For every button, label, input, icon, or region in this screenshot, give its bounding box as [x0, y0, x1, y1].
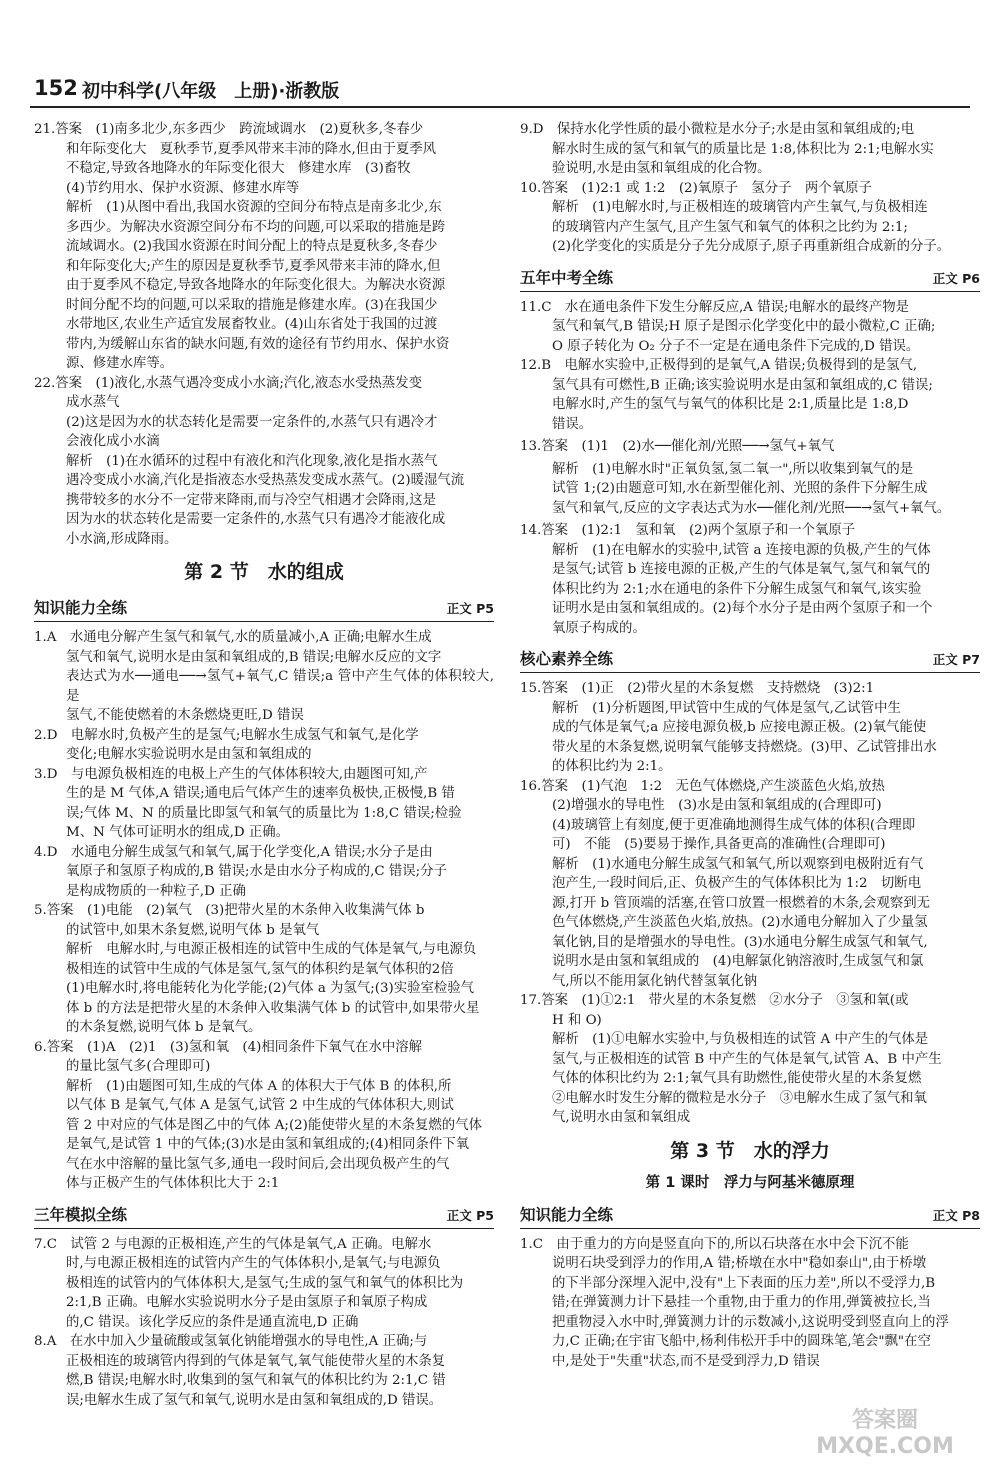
- text-line: 1.A 水通电分解产生氢气和氧气,水的质量减小,A 正确;电解水生成: [34, 630, 432, 645]
- text-line: 和年际变化大 夏秋季节,夏季风带来丰沛的降水,但由于夏季风: [66, 141, 437, 157]
- watermark-logo: [795, 1408, 975, 1468]
- text-line: 解析 (1)在电解水的实验中,试管 a 连接电源的负极,产生的气体: [552, 542, 931, 558]
- text-line: 21.答案 (1)南多北少,东多西少 跨流域调水 (2)夏秋多,冬春少: [34, 122, 424, 137]
- text-line: 因为水的状态转化是需要一定条件的,水蒸气只有遇冷才能液化成: [66, 512, 446, 527]
- text-line: (4)节约用水、保护水资源、修建水库等: [66, 180, 300, 196]
- bar-page-ref: 正文 P6: [932, 270, 980, 286]
- text-line: 带火星的木条复燃,说明氧气能够支持燃烧。(3)甲、乙试管排出水: [552, 739, 937, 755]
- text-line: (4)玻璃管上有刻度,便于更准确地测得生成气体的体积(合理即: [552, 817, 916, 833]
- text-line: 变化;电解水实验说明水是由氢和氧组成的: [66, 747, 312, 762]
- text-line: 证明水是由氢和氧组成的。(2)每个水分子是由两个氢原子和一个: [552, 601, 933, 616]
- text-line: 以气体 B 是氧气,气体 A 是氢气,试管 2 中生成的气体体积大,则试: [66, 1098, 454, 1113]
- text-line: 体 b 的方法是把带火星的木条伸入收集满气体 b 的试管中,如果带火星: [66, 1000, 480, 1016]
- text-line: 是氢气;试管 b 连接电源的正极,产生的气体是氧气,氢气和氧气的: [552, 562, 931, 577]
- text-line: 2.D 电解水时,负极产生的是氢气;电解水生成氢气和氧气,是化学: [34, 727, 419, 743]
- text-line: 氢气具有可燃性,B 正确;该实验说明水是由氢和氧组成的,C 错误;: [552, 377, 933, 393]
- text-line: 流域调水。(2)我国水资源在时间分配上的特点是夏秋多,冬春少: [66, 239, 438, 254]
- text-line: 的木条复燃,说明气体 b 是氧气。: [66, 1020, 262, 1035]
- text-line: 6.答案 (1)A (2)1 (3)氢和氧 (4)相同条件下氧气在水中溶解: [34, 1039, 423, 1055]
- text-line: 9.D 保持水化学性质的最小微粒是水分子;水是由氢和氧组成的;电: [520, 122, 915, 137]
- text-line: 22.答案 (1)液化,水蒸气遇冷变成小水滴;汽化,液态水受热蒸发变: [34, 375, 423, 391]
- text-line: 带内,为缓解山东省的缺水问题,有效的途径有节约用水、保护水资: [66, 336, 450, 352]
- text-line: 的,C 错误。该化学反应的条件是通直流电,D 正确: [66, 1314, 359, 1330]
- text-line: 7.C 试管 2 与电源的正极相连,产生的气体是氧气,A 正确。电解水: [34, 1236, 432, 1252]
- text-line: 小水滴,形成降雨。: [66, 531, 178, 547]
- text-line: 错;在弹簧测力计下悬挂一个重物,由于重力的作用,弹簧被拉长,当: [552, 1295, 931, 1310]
- section-bar: [520, 1200, 980, 1229]
- text-line: (2)化学变化的实质是分子先分成原子,原子再重新组合成新的分子。: [552, 239, 951, 254]
- text-line: 把重物浸入水中时,弹簧测力计的示数减小,这说明受到竖直向上的浮: [552, 1314, 949, 1330]
- text-line: 氧原子和氢原子构成的,B 错误;水是由水分子构成的,C 错误;分子: [66, 864, 447, 879]
- section-title: 第 3 节 水的浮力: [670, 1139, 830, 1162]
- bar-page-ref: 正文 P8: [932, 1207, 980, 1223]
- section-bar: [34, 593, 494, 622]
- text-line: 力,C 正确;在宇宙飞船中,杨利伟松开手中的圆珠笔,笔会"飘"在空: [552, 1334, 931, 1349]
- text-line: 解析 (1)电解水时"正氧负氢,氢二氧一",所以收集到氧气的是: [552, 461, 914, 477]
- text-line: (1)电解水时,将电能转化为化学能;(2)气体 a 为氢气;(3)实验室检验气: [66, 981, 475, 996]
- text-line: 电解水时,产生的氢气与氧气的体积比是 2:1,质量比是 1:8,D: [552, 397, 909, 412]
- text-line: 源、修建水库等。: [66, 356, 174, 371]
- text-line: 管 2 中对应的气体是图乙中的气体 A;(2)能使带火星的木条复燃的气体: [66, 1117, 482, 1133]
- text-line: 色气体燃烧,产生淡蓝色火焰,放热。(2)水通电分解加入了少量氢: [552, 915, 928, 930]
- left-column: [34, 120, 494, 1410]
- page-header: [30, 76, 970, 108]
- text-line: 时,与电源正极相连的试管内产生的气体体积小,是氧气;与电源负: [66, 1256, 441, 1271]
- text-line: 气体的体积比约为 2:1;氧气具有助燃性,能使带火星的木条复燃: [552, 1071, 922, 1086]
- text-line: 体积比约为 2:1;水在通电的条件下分解生成氢气和氧气,该实验: [552, 581, 922, 597]
- text-line: (2)增强水的导电性 (3)水是由氢和氧组成的(合理即可): [552, 798, 882, 813]
- text-line: 的体积比约为 2:1。: [552, 759, 672, 774]
- text-line: 8.A 在水中加入少量硫酸或氢氧化钠能增强水的导电性,A 正确;与: [34, 1334, 428, 1349]
- book-title: 初中科学(八年级 上册)·浙教版: [82, 81, 340, 102]
- text-line: 极相连的试管内的气体体积大,是氢气;生成的氢气和氧气的体积比为: [66, 1275, 464, 1291]
- text-line: 燃,B 错误;电解水时,收集到的氢气和氧气的体积比约为 2:1,C 错: [66, 1373, 446, 1388]
- text-line: 13.答案 (1)1 (2)水──催化剂/光照──→氢气+氧气: [520, 439, 835, 454]
- watermark-text: 答案圈: [851, 1408, 918, 1433]
- text-line: 解析 (1)从图中看出,我国水资源的空间分布特点是南多北少,东: [66, 200, 442, 215]
- text-line: 4.D 水通电分解生成氢气和氧气,属于化学变化,A 错误;水分子是由: [34, 844, 433, 860]
- bar-page-ref: 正文 P5: [446, 1207, 494, 1223]
- text-line: 17.答案 (1)①2:1 带火星的木条复燃 ②水分子 ③氢和氧(或: [520, 993, 909, 1008]
- page-number: 152: [34, 76, 78, 100]
- text-line: 多西少。为解决水资源空间分布不均的问题,可以采取的措施是跨: [66, 219, 446, 235]
- text-line: 会液化成小水滴: [66, 434, 160, 449]
- text-line: 气在水中溶解的量比氢气多,通电一段时间后,会出现负极产生的气: [66, 1156, 450, 1172]
- text-line: 5.答案 (1)电能 (2)氧气 (3)把带火星的木条伸入收集满气体 b: [34, 903, 425, 918]
- text-line: 成的气体是氧气;a 应接电源负极,b 应接电源正极。(2)氧气能使: [552, 720, 927, 735]
- text-line: 16.答案 (1)气泡 1:2 无色气体燃烧,产生淡蓝色火焰,放热: [520, 778, 885, 794]
- text-line: M、N 气体可证明水的组成,D 正确。: [66, 825, 290, 840]
- text-line: 验说明,水是由氢和氧组成的化合物。: [552, 161, 771, 176]
- right-column: [520, 120, 980, 1371]
- watermark-url: MXQE.COM: [816, 1434, 954, 1459]
- text-line: 解析 (1)水通电分解生成氢气和氧气,所以观察到电极附近有气: [552, 856, 924, 872]
- text-line: 解析 电解水时,与电源正极相连的试管中生成的气体是氧气,与电源负: [66, 942, 477, 957]
- text-line: 体与正极产生的气体体积比大于 2:1: [66, 1176, 280, 1191]
- text-line: H 和 O): [552, 1012, 602, 1028]
- text-line: 解析 (1)由题图可知,生成的气体 A 的体积大于气体 B 的体积,所: [66, 1078, 452, 1094]
- text-line: 12.B 电解水实验中,正极得到的是氧气,A 错误;负极得到的是氢气,: [520, 358, 918, 373]
- text-line: 气,所以不能用氯化钠代替氢氧化钠: [552, 973, 758, 989]
- text-line: 遇冷变成小水滴,汽化是指液态水受热蒸发变成水蒸气。(2)暖湿气流: [66, 473, 465, 488]
- text-line: 解析 (1)电解水时,与正极相连的玻璃管内产生氧气,与负极相连: [552, 200, 928, 215]
- answer-block: [520, 1235, 980, 1372]
- text-line: 是构成物质的一种粒子,D 正确: [66, 883, 246, 899]
- answer-block: [34, 628, 494, 1194]
- text-line: 表达式为水──通电──→氢气+氧气,C 错误;a 管中产生气体的体积较大,是: [66, 669, 494, 704]
- bar-title: 知识能力全练: [34, 599, 128, 617]
- text-line: 氢气,不能使燃着的木条燃烧更旺,D 错误: [66, 708, 304, 723]
- text-line: 1.C 由于重力的方向是竖直向下的,所以石块落在水中会下沉不能: [520, 1236, 909, 1252]
- section-title: 第 2 节 水的组成: [184, 561, 344, 583]
- text-line: 错误。: [552, 416, 593, 432]
- text-line: 氧原子构成的。: [552, 620, 646, 636]
- text-line: 解水时生成的氢气和氧气的质量比是 1:8,体积比为 2:1;电解水实: [552, 141, 934, 157]
- text-line: 14.答案 (1)2:1 氢和氧 (2)两个氢原子和一个氧原子: [520, 523, 856, 538]
- text-line: (2)这是因为水的状态转化是需要一定条件的,水蒸气只有遇冷才: [66, 414, 438, 430]
- text-line: 气,说明水由氢和氧组成: [552, 1110, 691, 1125]
- bar-page-ref: 正文 P5: [446, 601, 494, 616]
- text-line: 是氧气,是试管 1 中的气体;(3)水是由氢和氧组成的;(4)相同条件下氧: [66, 1137, 470, 1152]
- bar-title: 五年中考全练: [520, 268, 614, 287]
- answer-block: [34, 120, 494, 549]
- text-line: 的量比氢气多(合理即可): [66, 1059, 211, 1074]
- text-line: 源,打开 b 管顶端的活塞,在管口放置一根燃着的木条,会观察到无: [552, 895, 931, 911]
- text-line: 正极相连的玻璃管内得到的气体是氧气,氧气能使带火星的木条复: [66, 1353, 446, 1369]
- text-line: 和年际变化大;产生的原因是夏秋季节,夏季风带来丰沛的降水,但: [66, 258, 441, 274]
- answer-block: [520, 679, 980, 1128]
- text-line: 的试管中,如果木条复燃,说明气体 b 是氧气: [66, 922, 320, 938]
- text-line: 10.答案 (1)2:1 或 1:2 (2)氧原子 氢分子 两个氧原子: [520, 180, 872, 196]
- text-line: 生的是 M 气体,A 错误;通电后气体产生的速率负极快,正极慢,B 错: [66, 786, 455, 801]
- lesson-title: 第 1 课时 浮力与阿基米德原理: [645, 1174, 855, 1191]
- text-line: 误;电解水生成了氢气和氧气,说明水是由氢和氧组成的,D 错误。: [66, 1392, 443, 1408]
- text-line: 泡产生,一段时间后,正、负极产生的气体体积比为 1:2 切断电: [552, 876, 922, 891]
- text-line: 由于夏季风不稳定,导致各地降水的年际变化很大。为解决水资源: [66, 278, 446, 293]
- answer-block: [34, 1235, 494, 1411]
- bar-page-ref: 正文 P7: [932, 652, 980, 667]
- text-line: 氢气和氧气,反应的文字表达式为水──催化剂/光照──→氢气+氧气。: [552, 500, 951, 516]
- text-line: 极相连的试管中生成的气体是氢气,氢气的体积约是氧气体积的2倍: [66, 961, 454, 977]
- bar-title: 三年模拟全练: [34, 1205, 128, 1224]
- text-line: 11.C 水在通电条件下发生分解反应,A 错误;电解水的最终产物是: [520, 299, 909, 315]
- section-bar: [520, 644, 980, 673]
- text-line: 氢气,与正极相连的试管 B 中产生的气体是氧气,试管 A、B 中产生: [552, 1051, 942, 1067]
- text-line: 3.D 与电源负极相连的电极上产生的气体体积较大,由题图可知,产: [34, 766, 428, 782]
- text-line: 不稳定,导致各地降水的年际变化很大 修建水库 (3)畜牧: [66, 161, 411, 176]
- text-line: 试管 1;(2)由题意可知,水在新型催化剂、光照的条件下分解生成: [552, 481, 928, 496]
- text-line: 中,是处于"失重"状态,而不是受到浮力,D 错误: [552, 1353, 820, 1369]
- text-line: 成水蒸气: [66, 395, 120, 410]
- text-line: 氧化钠,目的是增强水的导电性。(3)水通电分解生成氢气和氧气,: [552, 934, 928, 950]
- text-line: 解析 (1)分析题图,甲试管中生成的气体是氢气,乙试管中生: [552, 700, 901, 716]
- bar-title: 核心素养全练: [520, 650, 614, 668]
- bar-title: 知识能力全练: [520, 1205, 614, 1224]
- text-line: 误;气体 M、N 的质量比即氢气和氧气的质量比为 1:8,C 错误;检验: [66, 805, 462, 821]
- text-line: 氢气和氧气,B 错误;H 原子是图示化学变化中的最小微粒,C 正确;: [552, 319, 936, 334]
- text-line: 15.答案 (1)正 (2)带火星的木条复燃 支持燃烧 (3)2:1: [520, 681, 875, 696]
- section-bar: [520, 263, 980, 292]
- text-line: 水带地区,农业生产适宜发展畜牧业。(4)山东省处于我国的过渡: [66, 317, 438, 332]
- text-line: 2:1,B 正确。电解水实验说明水分子是由氢原子和氧原子构成: [66, 1295, 428, 1310]
- text-line: 携带较多的水分不一定带来降雨,而与冷空气相遇才会降雨,这是: [66, 492, 437, 508]
- text-line: 说明石块受到浮力的作用,A 错;桥墩在水中"稳如泰山",由于桥墩: [552, 1256, 927, 1271]
- text-line: 说明水是由氢和氧组成的 (4)电解氯化钠溶液时,生成氢气和氯: [552, 954, 924, 969]
- text-line: 氢气和氧气,说明水是由氢和氧组成的,B 错误;电解水反应的文字: [66, 649, 442, 665]
- section-bar: [34, 1200, 494, 1229]
- text-line: 的玻璃管内产生氢气,且产生氢气和氧气的体积之比约为 2:1;: [552, 219, 908, 235]
- text-line: 的下半部分深埋入泥中,没有"上下表面的压力差",所以不受浮力,B: [552, 1275, 936, 1291]
- answer-block: [520, 298, 980, 639]
- answer-block: [520, 120, 980, 257]
- text-line: 时间分配不均的问题,可以采取的措施是修建水库。(3)在我国少: [66, 297, 438, 313]
- text-line: 可) 不能 (5)要易于操作,具备更高的准确性(合理即可): [552, 837, 886, 852]
- text-line: O 原子转化为 O₂ 分子不一定是在通电条件下完成的,D 错误。: [552, 338, 920, 354]
- text-line: ②电解水时发生分解的微粒是水分子 ③电解水生成了氢气和氧: [552, 1090, 927, 1106]
- text-line: 解析 (1)在水循环的过程中有液化和汽化现象,液化是指水蒸气: [66, 453, 438, 469]
- text-line: 解析 (1)①电解水实验中,与负极相连的试管 A 中产生的气体是: [552, 1032, 929, 1047]
